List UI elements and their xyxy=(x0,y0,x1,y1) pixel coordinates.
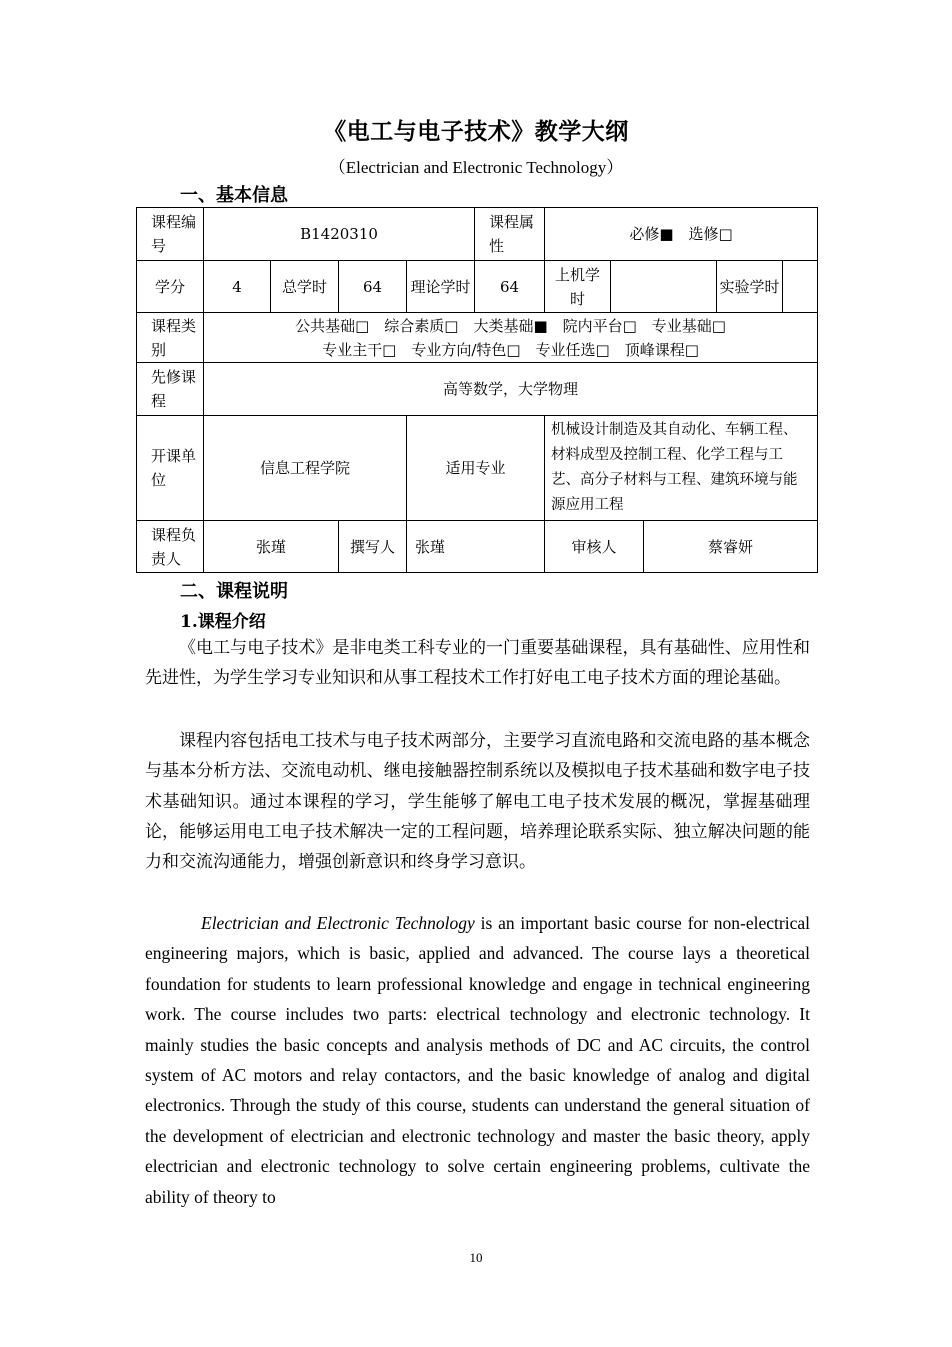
table-row-category xyxy=(137,313,818,363)
majors-label: 适用专业 xyxy=(407,416,545,521)
subsection-heading-course-intro: 1.课程介绍 xyxy=(180,612,266,632)
writer-value: 张瑾 xyxy=(407,521,545,573)
table-row-course-code xyxy=(137,208,818,261)
lab-hours-label: 实验学时 xyxy=(717,261,783,312)
owner-label: 课程负责人 xyxy=(137,521,204,573)
category-line-2: 专业主干□ 专业方向/特色□ 专业任选□ 顶峰课程□ xyxy=(322,340,699,359)
dept-value: 信息工程学院 xyxy=(204,416,407,521)
page-number: 10 xyxy=(469,1250,483,1265)
writer-label: 撰写人 xyxy=(339,521,407,573)
credit-label: 学分 xyxy=(137,261,204,313)
intro-paragraph-1: 《电工与电子技术》是非电类工科专业的一门重要基础课程，具有基础性、应用性和先进性，为学生学习专业知识和从事工程技术工作打好电工电子技术方面的理论基础。 xyxy=(145,638,810,689)
computer-hours-value xyxy=(611,261,717,313)
category-options xyxy=(204,313,818,363)
lab-hours-value xyxy=(783,261,817,312)
document-title: 《电工与电子技术》教学大纲 xyxy=(323,118,629,145)
prereq-value: 高等数学，大学物理 xyxy=(204,363,818,416)
theory-hours-value: 64 xyxy=(475,261,545,313)
credit-value: 4 xyxy=(204,261,271,313)
total-hours-label: 总学时 xyxy=(271,261,339,313)
category-label: 课程类别 xyxy=(137,313,204,363)
course-name-italic: Electrician and Electronic Technology xyxy=(201,913,475,933)
course-code-label: 课程编号 xyxy=(137,208,204,261)
reviewer-value: 蔡睿妍 xyxy=(644,521,818,573)
table-row-prereq xyxy=(137,363,818,416)
theory-hours-label: 理论学时 xyxy=(407,261,475,313)
course-attr-value: 必修■ 选修□ xyxy=(545,208,818,261)
table-row-staff xyxy=(137,521,818,573)
majors-value: 机械设计制造及其自动化、车辆工程、材料成型及控制工程、化学工程与工艺、高分子材料与工程、建筑环境与能源应用工程 xyxy=(545,416,818,521)
category-line-1: 公共基础□ 综合素质□ 大类基础■ 院内平台□ 专业基础□ xyxy=(295,316,726,335)
course-attr-label: 课程属性 xyxy=(475,208,545,261)
basic-info-table xyxy=(136,207,818,573)
document-subtitle: （Electrician and Electronic Technology） xyxy=(328,158,624,177)
reviewer-label: 审核人 xyxy=(545,521,644,573)
owner-value: 张瑾 xyxy=(204,521,339,573)
course-code-value: B1420310 xyxy=(204,208,475,261)
prereq-label: 先修课程 xyxy=(137,363,204,416)
section-heading-course-description: 二、课程说明 xyxy=(180,581,288,602)
table-row-dept xyxy=(137,416,818,521)
table-row-hours xyxy=(137,261,818,313)
dept-label: 开课单位 xyxy=(137,416,204,521)
section-heading-basic-info: 一、基本信息 xyxy=(180,185,288,206)
english-body-text: is an important basic course for non-electrical engineering majors, which is basic, applied and advanced. The course lays a theoretical foundation for students to learn professional knowledge and engage in technical engineering work. The course includes two parts: electrical technology and electronic technology. It mainly studies the basic concepts and analysis methods of DC and AC circuits, the control system of AC motors and relay contactors, and the basic knowledge of analog and digital electronics. Through the study of this course, students can understand the general situation of the development of electrician and electronic technology and master the basic theory, apply electrician and electronic technology to solve certain engineering problems, cultivate the ability of theory to xyxy=(145,913,810,1207)
computer-hours-label: 上机学时 xyxy=(545,261,611,313)
total-hours-value: 64 xyxy=(339,261,407,313)
lab-hours-cell xyxy=(717,261,818,313)
intro-paragraph-english xyxy=(145,908,810,1212)
intro-paragraph-2: 课程内容包括电工技术与电子技术两部分，主要学习直流电路和交流电路的基本概念与基本分析方法、交流电动机、继电接触器控制系统以及模拟电子技术基础和数字电子技术基础知识。通过本课程的学习，学生能够了解电工电子技术发展的概况，掌握基础理论，能够运用电工电子技术解决一定的工程问题，培养理论联系实际、独立解决问题的能力和交流沟通能力，增强创新意识和终身学习意识。 xyxy=(145,731,810,873)
